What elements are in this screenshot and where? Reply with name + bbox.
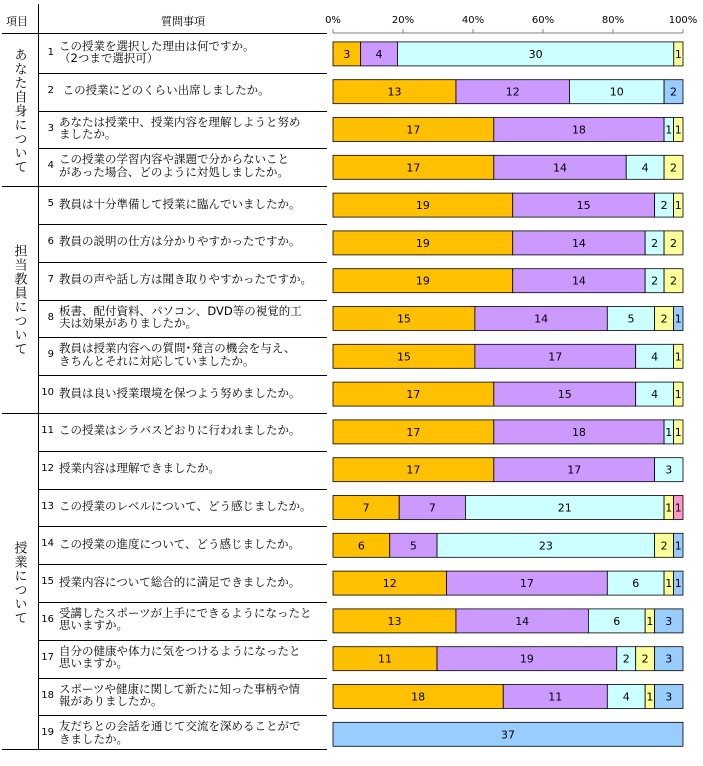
bar-value-label: 13	[387, 85, 402, 99]
bar-value-label: 17	[406, 463, 421, 477]
question-text: 教員は十分準備して授業に臨んでいましたか。	[59, 196, 301, 211]
question-text: 友だちとの会話を通じて交流を深めることがで きましたか。	[59, 719, 301, 746]
question-number: 12	[41, 462, 54, 474]
question-number: 5	[47, 198, 54, 210]
table-bottom-line	[2, 749, 327, 750]
bar-value-label: 12	[505, 85, 520, 99]
bar-value-label: 17	[406, 123, 421, 137]
bar-value-label: 4	[622, 690, 630, 704]
question-number: 18	[41, 689, 54, 701]
bar-value-label: 7	[428, 501, 436, 515]
question-text: この授業のレベルについて、どう感じましたか。	[59, 499, 312, 513]
bar-value-label: 15	[557, 388, 572, 402]
bar-value-label: 3	[665, 614, 673, 628]
bar-value-label: 10	[609, 85, 624, 99]
bar-value-label: 3	[665, 463, 673, 477]
question-number: 6	[47, 235, 54, 247]
bar-value-label: 2	[670, 85, 678, 99]
row-divider	[38, 489, 327, 490]
row-divider	[38, 300, 327, 301]
bar-value-label: 1	[674, 312, 682, 326]
question-number: 19	[41, 727, 54, 739]
bar-value-label: 5	[627, 312, 635, 326]
bar-value-label: 17	[406, 161, 421, 175]
bar-value-label: 19	[519, 652, 534, 666]
bar-value-label: 2	[660, 199, 668, 213]
bar-value-label: 17	[406, 425, 421, 439]
bar-value-label: 14	[534, 312, 549, 326]
bar-value-label: 18	[571, 123, 586, 137]
question-text: この授業の学習内容や課題で分からないこと があった場合、どのように対処しましたか。	[59, 152, 289, 179]
bar-value-label: 1	[674, 501, 682, 515]
bar-value-label: 3	[665, 690, 673, 704]
bar-value-label: 4	[651, 350, 659, 364]
column-divider	[38, 4, 39, 750]
question-number: 15	[41, 576, 54, 588]
question-number: 9	[47, 349, 54, 361]
category-label: 授業について	[11, 541, 27, 626]
question-text: スポーツや健康に関して新たに知った事柄や情 報がありましたか。	[59, 681, 301, 708]
bar-value-label: 18	[411, 690, 426, 704]
bar-value-label: 2	[670, 274, 678, 288]
bar-value-label: 1	[674, 123, 682, 137]
bar-value-label: 1	[665, 501, 673, 515]
question-column-header: 質問事項	[161, 15, 205, 28]
bar-value-label: 1	[665, 425, 673, 439]
bar-value-label: 19	[415, 199, 430, 213]
bar-value-label: 14	[515, 614, 530, 628]
row-divider	[38, 526, 327, 527]
question-number: 13	[41, 500, 54, 512]
question-text: 受講したスポーツが上手にできるようになったと 思いますか。	[59, 605, 312, 633]
bar-value-label: 1	[674, 388, 682, 402]
bar-value-label: 37	[501, 728, 515, 742]
bar-value-label: 2	[651, 236, 659, 250]
x-tick-label: 60%	[531, 15, 555, 26]
question-number: 2	[47, 84, 54, 96]
bar-value-label: 1	[674, 199, 682, 213]
bar-value-label: 11	[548, 690, 563, 704]
bar-value-label: 14	[571, 236, 586, 250]
bar-value-label: 4	[375, 47, 383, 61]
bar-value-label: 17	[548, 350, 563, 364]
bar-value-label: 1	[674, 577, 682, 591]
bar-value-label: 13	[387, 614, 402, 628]
bar-value-label: 5	[409, 539, 417, 553]
bar-value-label: 15	[576, 199, 591, 213]
bar-value-label: 1	[674, 350, 682, 364]
x-tick-label: 20%	[391, 15, 415, 26]
category-divider	[2, 413, 327, 414]
x-tick-label: 100%	[668, 15, 698, 26]
bar-value-label: 21	[557, 501, 572, 515]
question-text: 授業内容は理解できましたか。	[59, 461, 220, 476]
bar-value-label: 2	[651, 274, 659, 288]
question-text: この授業にどのくらい出席しましたか。	[59, 83, 270, 98]
row-divider	[38, 564, 327, 565]
bar-value-label: 15	[396, 312, 411, 326]
bar-value-label: 17	[567, 463, 582, 477]
row-divider	[38, 111, 327, 112]
category-label: 担当教員について	[11, 243, 27, 356]
row-divider	[38, 640, 327, 641]
bar-value-label: 14	[553, 161, 568, 175]
question-number: 4	[47, 160, 54, 172]
bar-value-label: 15	[396, 350, 411, 364]
x-tick-label: 0%	[325, 15, 341, 26]
question-text: 教員の声や話し方は聞き取りやすかったですか。	[59, 272, 312, 287]
bar-value-label: 2	[660, 312, 668, 326]
x-tick-label: 80%	[601, 15, 625, 26]
bar-value-label: 19	[415, 274, 430, 288]
question-text: この授業を選択した理由は何ですか。 （2つまで選択可）	[59, 38, 255, 66]
bar-value-label: 3	[665, 652, 673, 666]
question-number: 10	[41, 387, 54, 399]
bar-value-label: 30	[528, 47, 543, 61]
question-number: 16	[41, 613, 54, 625]
bar-value-label: 1	[646, 614, 654, 628]
question-text: この授業はシラバスどおりに行われましたか。	[59, 423, 301, 438]
row-divider	[38, 375, 327, 376]
bar-value-label: 7	[362, 501, 370, 515]
bar-value-label: 17	[406, 388, 421, 402]
bar-value-label: 6	[613, 614, 621, 628]
row-divider	[38, 678, 327, 679]
bar-value-label: 2	[670, 236, 678, 250]
question-text: 板書、配付資料、パソコン、DVD等の視覚的工 夫は効果がありましたか。	[59, 303, 302, 330]
bar-value-label: 23	[538, 539, 553, 553]
question-number: 17	[41, 651, 54, 663]
bar-value-label: 2	[660, 539, 668, 553]
bar-value-label: 17	[519, 577, 534, 591]
bar-value-label: 1	[665, 577, 673, 591]
question-number: 1	[47, 46, 54, 58]
bar-value-label: 12	[382, 577, 397, 591]
question-text: 教員は授業内容への質問･発言の機会を与え、 きちんとそれに対応していましたか。	[59, 341, 296, 368]
bar-value-label: 2	[622, 652, 630, 666]
question-text: あなたは授業中、授業内容を理解しようと努め ましたか。	[59, 114, 301, 141]
x-tick-label: 40%	[461, 15, 485, 26]
category-divider	[2, 186, 327, 187]
bar-value-label: 14	[571, 274, 586, 288]
category-label: あなた自身について	[11, 47, 27, 174]
header-divider	[2, 33, 327, 34]
row-divider	[38, 262, 327, 263]
bar-value-label: 18	[571, 425, 586, 439]
question-text: 自分の健康や体力に気をつけるようになったと 思いますか。	[59, 643, 301, 671]
row-divider	[38, 602, 327, 603]
question-number: 8	[47, 311, 54, 323]
bar-value-label: 11	[378, 652, 393, 666]
bar-value-label: 1	[674, 47, 682, 61]
bar-value-label: 1	[674, 425, 682, 439]
bar-value-label: 4	[651, 388, 659, 402]
row-divider	[38, 148, 327, 149]
item-column-header: 項目	[6, 15, 28, 28]
question-number: 14	[41, 538, 54, 550]
bar-value-label: 19	[415, 236, 430, 250]
bar-value-label: 1	[665, 123, 673, 137]
row-divider	[38, 337, 327, 338]
question-number: 11	[41, 424, 54, 436]
bar-value-label: 6	[357, 539, 365, 553]
question-text: この授業の進度について、どう感じましたか。	[59, 536, 301, 551]
question-text: 教員の説明の仕方は分かりやすかったですか。	[59, 234, 301, 249]
bar-value-label: 3	[343, 47, 351, 61]
question-text: 教員は良い授業環境を保つよう努めましたか。	[59, 385, 301, 400]
bar-value-label: 6	[632, 577, 640, 591]
row-divider	[38, 224, 327, 225]
bar-value-label: 2	[670, 161, 678, 175]
question-text: 授業内容について総合的に満足できましたか。	[59, 574, 301, 589]
row-divider	[38, 715, 327, 716]
bar-value-label: 1	[646, 690, 654, 704]
question-number: 7	[47, 273, 54, 285]
question-number: 3	[47, 122, 54, 134]
bar-value-label: 4	[641, 161, 649, 175]
row-divider	[38, 451, 327, 452]
bar-value-label: 1	[674, 539, 682, 553]
row-divider	[38, 73, 327, 74]
bar-value-label: 2	[641, 652, 649, 666]
